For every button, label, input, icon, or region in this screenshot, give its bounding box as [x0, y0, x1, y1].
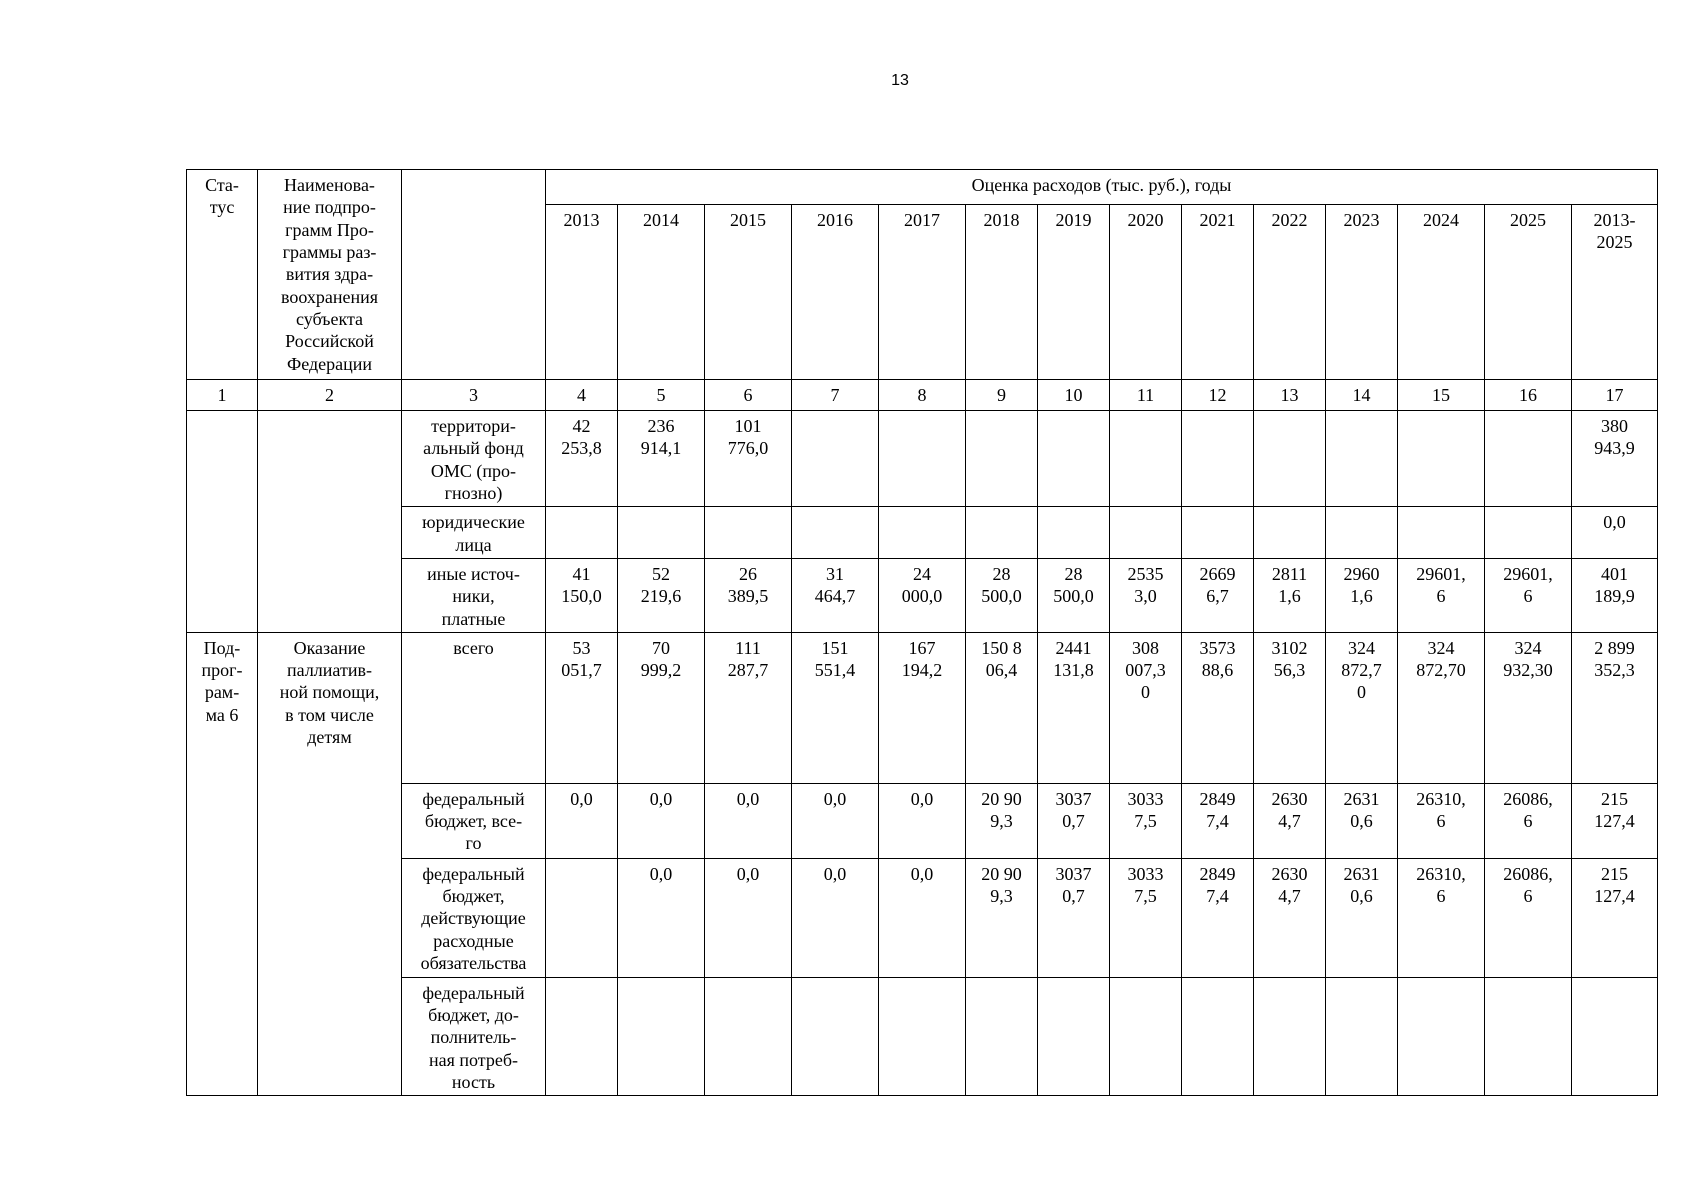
header-subprogram-name: Наименова- ние подпро- грамм Про- граммы раз- вития здра- воохранения субъекта Российской Федерации — [258, 170, 402, 380]
value-cell — [618, 507, 705, 559]
column-number: 2 — [258, 380, 402, 411]
column-numbers-row — [187, 380, 1658, 411]
value-cell: 2535 3,0 — [1110, 558, 1182, 632]
total-cell: 2 899 352,3 — [1572, 632, 1658, 783]
column-number: 12 — [1182, 380, 1254, 411]
row-source: юридические лица — [402, 507, 546, 559]
value-cell: 3573 88,6 — [1182, 632, 1254, 783]
header-year-total: 2013- 2025 — [1572, 205, 1658, 380]
value-cell: 0,0 — [705, 783, 792, 858]
value-cell — [792, 411, 879, 507]
value-cell — [792, 507, 879, 559]
value-cell: 70 999,2 — [618, 632, 705, 783]
value-cell — [966, 977, 1038, 1096]
row-source: всего — [402, 632, 546, 783]
header-year: 2017 — [879, 205, 966, 380]
value-cell — [879, 411, 966, 507]
value-cell — [618, 977, 705, 1096]
value-cell: 0,0 — [879, 858, 966, 977]
value-cell — [966, 411, 1038, 507]
header-year: 2019 — [1038, 205, 1110, 380]
value-cell: 26086, 6 — [1485, 858, 1572, 977]
row-status — [187, 411, 258, 633]
value-cell: 0,0 — [879, 783, 966, 858]
value-cell: 0,0 — [618, 858, 705, 977]
value-cell — [1254, 977, 1326, 1096]
column-number: 13 — [1254, 380, 1326, 411]
value-cell: 150 8 06,4 — [966, 632, 1038, 783]
table-row — [187, 632, 1658, 783]
total-cell — [1572, 977, 1658, 1096]
value-cell — [1326, 411, 1398, 507]
header-year: 2018 — [966, 205, 1038, 380]
value-cell: 0,0 — [792, 783, 879, 858]
value-cell — [1485, 411, 1572, 507]
row-subprogram-name — [258, 411, 402, 633]
header-year: 2021 — [1182, 205, 1254, 380]
value-cell: 26086, 6 — [1485, 783, 1572, 858]
value-cell — [1110, 507, 1182, 559]
value-cell: 2811 1,6 — [1254, 558, 1326, 632]
header-year: 2024 — [1398, 205, 1485, 380]
header-year: 2022 — [1254, 205, 1326, 380]
value-cell: 111 287,7 — [705, 632, 792, 783]
value-cell: 324 932,30 — [1485, 632, 1572, 783]
column-number: 1 — [187, 380, 258, 411]
column-number: 3 — [402, 380, 546, 411]
row-status: Под- прог- рам- ма 6 — [187, 632, 258, 1096]
total-cell: 380 943,9 — [1572, 411, 1658, 507]
page-number: 13 — [891, 72, 909, 89]
value-cell — [1485, 507, 1572, 559]
value-cell — [1326, 507, 1398, 559]
row-source: федеральный бюджет, все- го — [402, 783, 546, 858]
column-number: 8 — [879, 380, 966, 411]
total-cell: 215 127,4 — [1572, 858, 1658, 977]
value-cell: 3033 7,5 — [1110, 858, 1182, 977]
value-cell: 20 90 9,3 — [966, 783, 1038, 858]
value-cell: 42 253,8 — [546, 411, 618, 507]
column-number: 14 — [1326, 380, 1398, 411]
value-cell — [1038, 411, 1110, 507]
value-cell — [705, 977, 792, 1096]
value-cell: 31 464,7 — [792, 558, 879, 632]
value-cell: 28 500,0 — [966, 558, 1038, 632]
total-cell: 401 189,9 — [1572, 558, 1658, 632]
row-source: территори- альный фонд ОМС (про- гнозно) — [402, 411, 546, 507]
header-row — [187, 170, 1658, 205]
value-cell: 2849 7,4 — [1182, 858, 1254, 977]
value-cell: 324 872,70 — [1398, 632, 1485, 783]
value-cell: 28 500,0 — [1038, 558, 1110, 632]
value-cell — [1038, 507, 1110, 559]
table-row — [187, 507, 1658, 559]
column-number: 6 — [705, 380, 792, 411]
row-subprogram-name: Оказание паллиатив- ной помощи, в том числе детям — [258, 632, 402, 1096]
header-year: 2016 — [792, 205, 879, 380]
value-cell: 2960 1,6 — [1326, 558, 1398, 632]
total-cell: 215 127,4 — [1572, 783, 1658, 858]
value-cell: 26 389,5 — [705, 558, 792, 632]
value-cell: 0,0 — [705, 858, 792, 977]
value-cell — [1110, 411, 1182, 507]
value-cell: 167 194,2 — [879, 632, 966, 783]
value-cell: 3037 0,7 — [1038, 783, 1110, 858]
column-number: 7 — [792, 380, 879, 411]
column-number: 17 — [1572, 380, 1658, 411]
header-year: 2020 — [1110, 205, 1182, 380]
table-row — [187, 858, 1658, 977]
value-cell: 26310, 6 — [1398, 783, 1485, 858]
value-cell — [546, 977, 618, 1096]
value-cell: 2631 0,6 — [1326, 783, 1398, 858]
row-source: федеральный бюджет, действующие расходные обязательства — [402, 858, 546, 977]
value-cell — [879, 507, 966, 559]
value-cell: 3102 56,3 — [1254, 632, 1326, 783]
value-cell — [1038, 977, 1110, 1096]
value-cell: 29601, 6 — [1485, 558, 1572, 632]
header-year: 2014 — [618, 205, 705, 380]
value-cell: 2630 4,7 — [1254, 783, 1326, 858]
value-cell: 0,0 — [546, 783, 618, 858]
value-cell: 3033 7,5 — [1110, 783, 1182, 858]
value-cell: 2630 4,7 — [1254, 858, 1326, 977]
column-number: 10 — [1038, 380, 1110, 411]
header-year: 2023 — [1326, 205, 1398, 380]
column-number: 15 — [1398, 380, 1485, 411]
value-cell: 2669 6,7 — [1182, 558, 1254, 632]
value-cell: 24 000,0 — [879, 558, 966, 632]
column-number: 9 — [966, 380, 1038, 411]
value-cell — [1182, 411, 1254, 507]
value-cell: 3037 0,7 — [1038, 858, 1110, 977]
total-cell: 0,0 — [1572, 507, 1658, 559]
table-row — [187, 977, 1658, 1096]
value-cell — [966, 507, 1038, 559]
value-cell: 26310, 6 — [1398, 858, 1485, 977]
value-cell — [879, 977, 966, 1096]
value-cell: 0,0 — [792, 858, 879, 977]
value-cell — [1326, 977, 1398, 1096]
value-cell — [1182, 977, 1254, 1096]
header-status: Ста- тус — [187, 170, 258, 380]
value-cell — [1182, 507, 1254, 559]
value-cell: 53 051,7 — [546, 632, 618, 783]
value-cell — [1254, 507, 1326, 559]
value-cell: 151 551,4 — [792, 632, 879, 783]
value-cell: 2631 0,6 — [1326, 858, 1398, 977]
value-cell — [1398, 977, 1485, 1096]
value-cell — [705, 507, 792, 559]
value-cell — [1485, 977, 1572, 1096]
value-cell — [1254, 411, 1326, 507]
row-source: иные источ- ники, платные — [402, 558, 546, 632]
value-cell: 2441 131,8 — [1038, 632, 1110, 783]
value-cell: 324 872,7 0 — [1326, 632, 1398, 783]
value-cell — [1398, 507, 1485, 559]
value-cell: 0,0 — [618, 783, 705, 858]
value-cell: 29601, 6 — [1398, 558, 1485, 632]
header-year: 2013 — [546, 205, 618, 380]
header-expenses-title: Оценка расходов (тыс. руб.), годы — [546, 170, 1658, 205]
value-cell — [1398, 411, 1485, 507]
table-row — [187, 411, 1658, 507]
column-number: 11 — [1110, 380, 1182, 411]
column-number: 16 — [1485, 380, 1572, 411]
table-row — [187, 783, 1658, 858]
value-cell: 2849 7,4 — [1182, 783, 1254, 858]
value-cell: 20 90 9,3 — [966, 858, 1038, 977]
value-cell — [546, 507, 618, 559]
header-year: 2015 — [705, 205, 792, 380]
value-cell: 236 914,1 — [618, 411, 705, 507]
value-cell: 52 219,6 — [618, 558, 705, 632]
column-number: 5 — [618, 380, 705, 411]
table-row — [187, 558, 1658, 632]
column-number: 4 — [546, 380, 618, 411]
header-year: 2025 — [1485, 205, 1572, 380]
value-cell: 308 007,3 0 — [1110, 632, 1182, 783]
row-source: федеральный бюджет, до- полнитель- ная потреб- ность — [402, 977, 546, 1096]
value-cell — [546, 858, 618, 977]
expenses-table — [186, 169, 1658, 1096]
value-cell: 41 150,0 — [546, 558, 618, 632]
value-cell: 101 776,0 — [705, 411, 792, 507]
header-source — [402, 170, 546, 380]
value-cell — [1110, 977, 1182, 1096]
value-cell — [792, 977, 879, 1096]
